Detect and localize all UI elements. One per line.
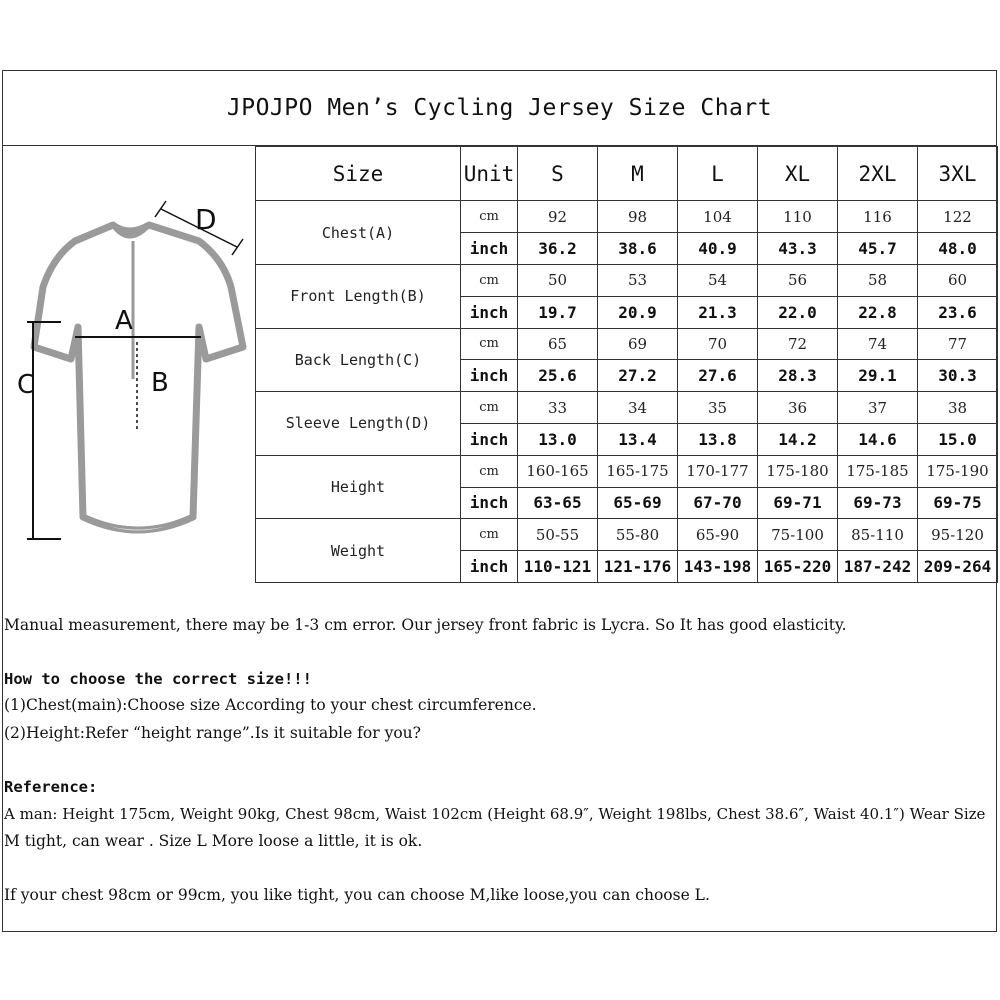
value-cell-cm: 77	[918, 328, 998, 360]
label-c: C	[17, 370, 36, 400]
value-cell-inch: 36.2	[518, 233, 598, 265]
jersey-outline	[34, 225, 243, 530]
header-size-2xl: 2XL	[838, 147, 918, 201]
value-cell-inch: 110-121	[518, 551, 598, 583]
value-cell-inch: 209-264	[918, 551, 998, 583]
measurement-label: Sleeve Length(D)	[256, 392, 461, 456]
value-cell-inch: 121-176	[598, 551, 678, 583]
unit-cell-cm: cm	[461, 519, 518, 551]
value-cell-cm: 122	[918, 201, 998, 233]
value-cell-cm: 160-165	[518, 455, 598, 487]
value-cell-cm: 56	[758, 264, 838, 296]
value-cell-cm: 65	[518, 328, 598, 360]
size-table	[255, 146, 998, 583]
value-cell-cm: 70	[678, 328, 758, 360]
value-cell-cm: 35	[678, 392, 758, 424]
manual-note: Manual measurement, there may be 1-3 cm error. Our jersey front fabric is Lycra. So It has good elasticity.	[4, 616, 847, 634]
unit-cell-cm: cm	[461, 201, 518, 233]
value-cell-inch: 23.6	[918, 296, 998, 328]
unit-cell-inch: inch	[461, 423, 518, 455]
value-cell-inch: 69-71	[758, 487, 838, 519]
value-cell-cm: 116	[838, 201, 918, 233]
measurement-label: Chest(A)	[256, 201, 461, 265]
header-unit: Unit	[461, 147, 518, 201]
value-cell-inch: 25.6	[518, 360, 598, 392]
label-b: B	[151, 368, 169, 398]
table-row-cm	[256, 392, 998, 424]
value-cell-inch: 22.8	[838, 296, 918, 328]
value-cell-cm: 75-100	[758, 519, 838, 551]
size-tip: If your chest 98cm or 99cm, you like tight, you can choose M,like loose,you can choose L.	[4, 886, 710, 904]
value-cell-cm: 50-55	[518, 519, 598, 551]
unit-cell-cm: cm	[461, 328, 518, 360]
value-cell-cm: 85-110	[838, 519, 918, 551]
how-to-step-2: (2)Height:Refer “height range”.Is it suitable for you?	[4, 724, 421, 742]
value-cell-inch: 187-242	[838, 551, 918, 583]
value-cell-cm: 98	[598, 201, 678, 233]
value-cell-cm: 175-190	[918, 455, 998, 487]
value-cell-inch: 13.8	[678, 423, 758, 455]
header-size-m: M	[598, 147, 678, 201]
header-size-s: S	[518, 147, 598, 201]
value-cell-inch: 65-69	[598, 487, 678, 519]
value-cell-inch: 20.9	[598, 296, 678, 328]
value-cell-inch: 40.9	[678, 233, 758, 265]
value-cell-cm: 170-177	[678, 455, 758, 487]
unit-cell-inch: inch	[461, 360, 518, 392]
value-cell-cm: 175-180	[758, 455, 838, 487]
value-cell-cm: 104	[678, 201, 758, 233]
value-cell-inch: 143-198	[678, 551, 758, 583]
measurement-label: Front Length(B)	[256, 264, 461, 328]
value-cell-inch: 63-65	[518, 487, 598, 519]
value-cell-cm: 165-175	[598, 455, 678, 487]
table-row-cm	[256, 455, 998, 487]
reference-title: Reference:	[4, 778, 98, 796]
chart-title: JPOJPO Men’s Cycling Jersey Size Chart	[2, 70, 997, 146]
measurement-label: Height	[256, 455, 461, 519]
value-cell-cm: 34	[598, 392, 678, 424]
jersey-diagram	[3, 147, 255, 583]
unit-cell-inch: inch	[461, 296, 518, 328]
value-cell-inch: 19.7	[518, 296, 598, 328]
value-cell-inch: 48.0	[918, 233, 998, 265]
header-size-xl: XL	[758, 147, 838, 201]
value-cell-cm: 33	[518, 392, 598, 424]
table-row-cm	[256, 264, 998, 296]
value-cell-inch: 165-220	[758, 551, 838, 583]
value-cell-inch: 38.6	[598, 233, 678, 265]
value-cell-inch: 30.3	[918, 360, 998, 392]
value-cell-cm: 36	[758, 392, 838, 424]
value-cell-cm: 54	[678, 264, 758, 296]
value-cell-inch: 27.2	[598, 360, 678, 392]
value-cell-inch: 13.4	[598, 423, 678, 455]
notes-section	[4, 583, 994, 928]
table-header-row	[256, 147, 998, 201]
value-cell-cm: 53	[598, 264, 678, 296]
unit-cell-inch: inch	[461, 233, 518, 265]
measurement-label: Back Length(C)	[256, 328, 461, 392]
table-row-cm	[256, 519, 998, 551]
value-cell-cm: 60	[918, 264, 998, 296]
value-cell-cm: 92	[518, 201, 598, 233]
value-cell-inch: 22.0	[758, 296, 838, 328]
value-cell-cm: 58	[838, 264, 918, 296]
value-cell-inch: 69-73	[838, 487, 918, 519]
table-row-cm	[256, 328, 998, 360]
reference-line-1: A man: Height 175cm, Weight 90kg, Chest 98cm, Waist 102cm (Height 68.9″, Weight 198lbs, Chest 38.6″, Waist 40.1″) Wear Size	[4, 805, 986, 823]
unit-cell-inch: inch	[461, 551, 518, 583]
value-cell-cm: 72	[758, 328, 838, 360]
value-cell-cm: 74	[838, 328, 918, 360]
header-size-l: L	[678, 147, 758, 201]
header-size-3xl: 3XL	[918, 147, 998, 201]
label-a: A	[115, 306, 133, 336]
header-size: Size	[256, 147, 461, 201]
value-cell-inch: 69-75	[918, 487, 998, 519]
value-cell-inch: 29.1	[838, 360, 918, 392]
value-cell-cm: 55-80	[598, 519, 678, 551]
value-cell-cm: 110	[758, 201, 838, 233]
value-cell-cm: 50	[518, 264, 598, 296]
value-cell-cm: 175-185	[838, 455, 918, 487]
value-cell-cm: 37	[838, 392, 918, 424]
unit-cell-cm: cm	[461, 455, 518, 487]
value-cell-inch: 27.6	[678, 360, 758, 392]
value-cell-inch: 28.3	[758, 360, 838, 392]
table-body	[256, 201, 998, 583]
value-cell-cm: 38	[918, 392, 998, 424]
value-cell-cm: 65-90	[678, 519, 758, 551]
unit-cell-inch: inch	[461, 487, 518, 519]
reference-line-2: M tight, can wear . Size L More loose a little, it is ok.	[4, 832, 423, 850]
value-cell-cm: 95-120	[918, 519, 998, 551]
value-cell-inch: 14.2	[758, 423, 838, 455]
value-cell-inch: 67-70	[678, 487, 758, 519]
value-cell-inch: 14.6	[838, 423, 918, 455]
value-cell-inch: 15.0	[918, 423, 998, 455]
unit-cell-cm: cm	[461, 264, 518, 296]
value-cell-inch: 45.7	[838, 233, 918, 265]
value-cell-inch: 21.3	[678, 296, 758, 328]
how-to-title: How to choose the correct size!!!	[4, 670, 312, 688]
measurement-label: Weight	[256, 519, 461, 583]
label-d: D	[195, 203, 217, 236]
value-cell-inch: 43.3	[758, 233, 838, 265]
value-cell-cm: 69	[598, 328, 678, 360]
how-to-step-1: (1)Chest(main):Choose size According to your chest circumference.	[4, 696, 537, 714]
value-cell-inch: 13.0	[518, 423, 598, 455]
table-row-cm	[256, 201, 998, 233]
unit-cell-cm: cm	[461, 392, 518, 424]
